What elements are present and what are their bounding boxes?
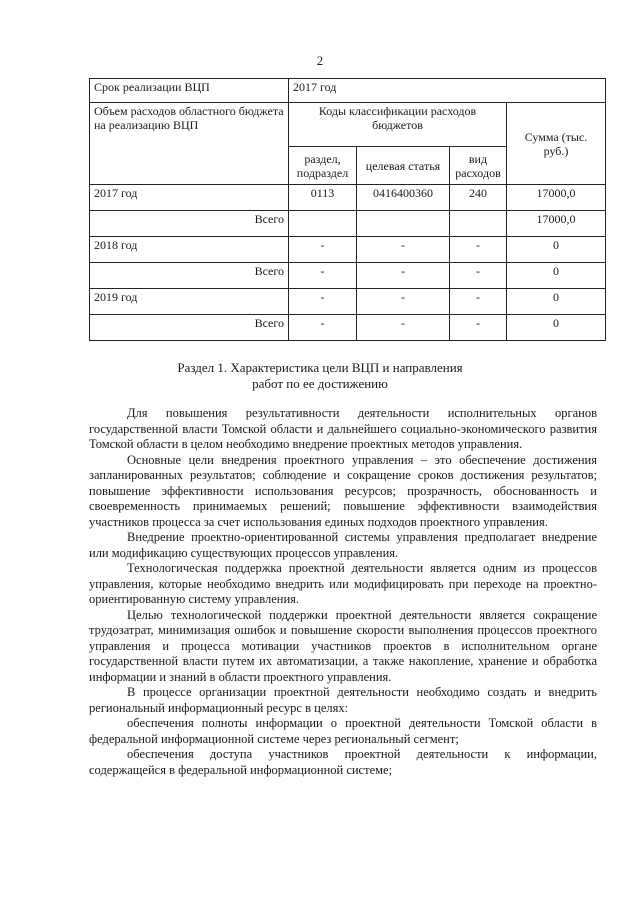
table-row — [90, 103, 606, 147]
paragraph: Целью технологической поддержки проектной деятельности является сокращение трудозатрат, минимизация ошибок и повышение скорости выполнения процессов проектного управления и процесса мотивации участников проектов в исполнительном органе государственной власти путем их автоматизации, а также накопление, хранение и обработка информации и знаний в области проектного управления. — [89, 607, 597, 684]
subheader-razdel: раздел, подраздел — [289, 147, 357, 185]
cell-razdel — [289, 211, 357, 237]
paragraph: Технологическая поддержка проектной деятельности является одним из процессов управления, которые необходимо внедрить или модифицировать при переходе на проектно-ориентированную систему управления. — [89, 561, 597, 606]
row-label: Всего — [90, 211, 289, 237]
body-text — [89, 406, 597, 778]
cell-sum: 17000,0 — [507, 185, 606, 211]
row-label: 2018 год — [90, 237, 289, 263]
subheader-statya: целевая статья — [357, 147, 450, 185]
codes-header: Коды классификации расходов бюджетов — [289, 103, 507, 147]
cell-vid: - — [450, 289, 507, 315]
cell-sum: 0 — [507, 237, 606, 263]
paragraph: Внедрение проектно-ориентированной системы управления предполагает внедрение или модификацию существующих процессов управления. — [89, 530, 597, 560]
table-row — [90, 79, 606, 103]
page-number: 2 — [316, 54, 324, 68]
term-label: Срок реализации ВЦП — [90, 79, 289, 103]
cell-vid: - — [450, 237, 507, 263]
cell-statya: - — [357, 237, 450, 263]
sum-header: Сумма (тыс. руб.) — [507, 103, 606, 185]
cell-vid: - — [450, 263, 507, 289]
paragraph: обеспечения полноты информации о проектной деятельности Томской области в федеральной информационной системе через региональный сегмент; — [89, 716, 597, 746]
paragraph: Основные цели внедрения проектного управления – это обеспечение достижения запланированных результатов; соблюдение и сокращение сроков достижения результатов; повышение эффективности использования ресурсов; прозрачность, обоснованность и своевременность принимаемых решений; повышение эффективности взаимодействия участников процесса за счет использования единых подходов проектного управления. — [89, 452, 597, 529]
cell-sum: 0 — [507, 315, 606, 341]
table-row — [90, 289, 606, 315]
row-label: Всего — [90, 263, 289, 289]
budget-table — [89, 78, 606, 341]
row-label: 2017 год — [90, 185, 289, 211]
paragraph: обеспечения доступа участников проектной деятельности к информации, содержащейся в федеральной информационной системе; — [89, 747, 597, 777]
section-title-line: Раздел 1. Характеристика цели ВЦП и направления — [177, 360, 463, 375]
term-value: 2017 год — [289, 79, 606, 103]
cell-vid: - — [450, 315, 507, 341]
table-row — [90, 185, 606, 211]
section-title-line: работ по ее достижению — [252, 376, 388, 391]
cell-sum: 17000,0 — [507, 211, 606, 237]
cell-razdel: - — [289, 237, 357, 263]
paragraph: В процессе организации проектной деятельности необходимо создать и внедрить региональный информационный ресурс в целях: — [89, 685, 597, 715]
row-label: 2019 год — [90, 289, 289, 315]
row-label: Всего — [90, 315, 289, 341]
paragraph: Для повышения результативности деятельности исполнительных органов государственной власти Томской области и дальнейшего социально-экономического развития Томской области в целом необходимо внедрение проектных методов управления. — [89, 406, 597, 451]
cell-statya: - — [357, 315, 450, 341]
cell-sum: 0 — [507, 289, 606, 315]
cell-razdel: - — [289, 315, 357, 341]
cell-vid — [450, 211, 507, 237]
cell-statya: 0416400360 — [357, 185, 450, 211]
table-row — [90, 263, 606, 289]
cell-razdel: - — [289, 263, 357, 289]
section-title — [0, 360, 640, 392]
cell-sum: 0 — [507, 263, 606, 289]
volume-label: Объем расходов областного бюджета на реализацию ВЦП — [90, 103, 289, 185]
cell-vid: 240 — [450, 185, 507, 211]
cell-statya: - — [357, 263, 450, 289]
cell-statya — [357, 211, 450, 237]
cell-razdel: 0113 — [289, 185, 357, 211]
cell-razdel: - — [289, 289, 357, 315]
table-row — [90, 237, 606, 263]
table-row — [90, 315, 606, 341]
table-row — [90, 211, 606, 237]
cell-statya: - — [357, 289, 450, 315]
subheader-vid: вид расходов — [450, 147, 507, 185]
